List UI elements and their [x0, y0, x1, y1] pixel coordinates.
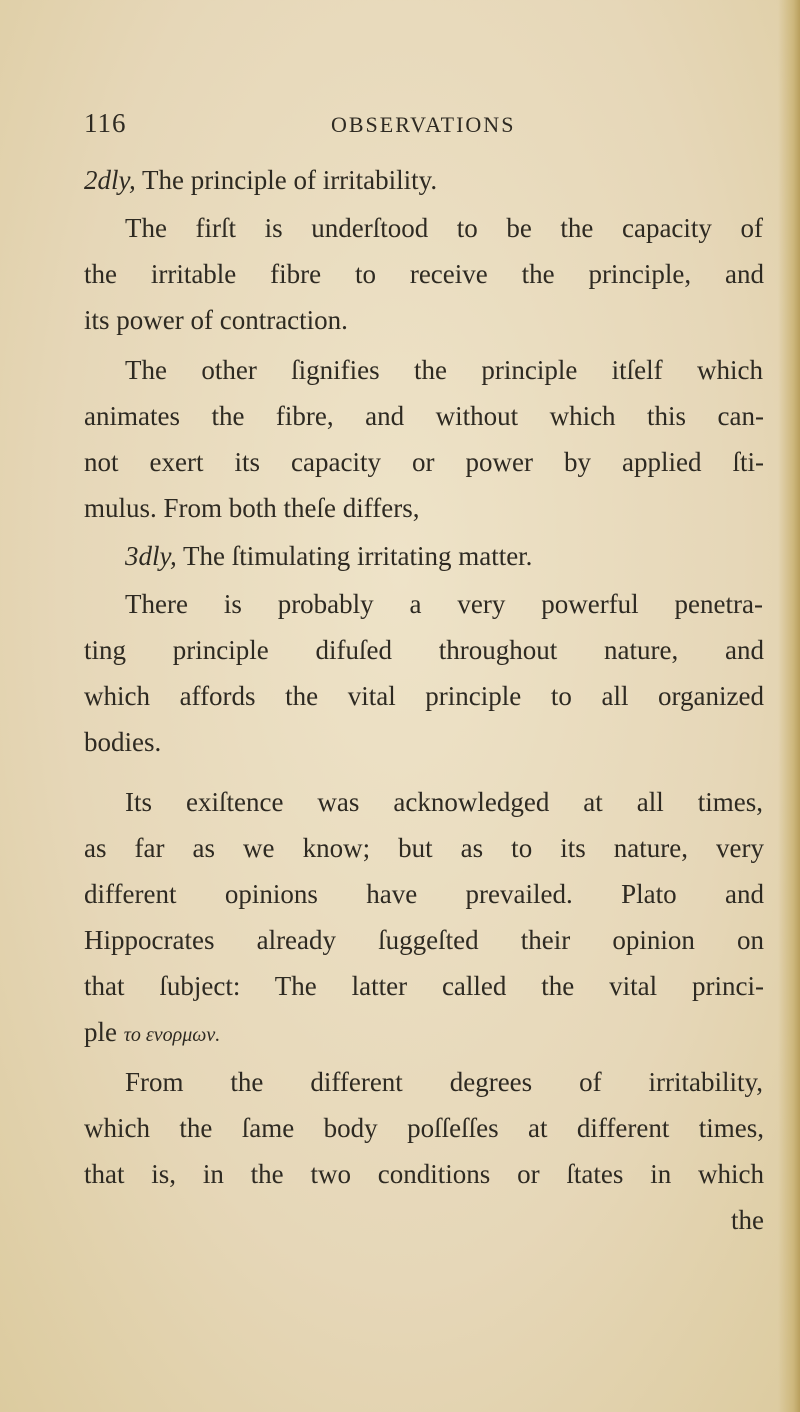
text-line: bodies.: [84, 727, 162, 757]
enumeration-label: 2dly,: [84, 165, 136, 195]
text-line: Hippocrates already ſuggeſted their opinion on: [84, 925, 764, 955]
page-header: [84, 108, 644, 148]
text-line: which the ſame body poſſeſſes at different times,: [84, 1113, 764, 1143]
text-line: [125, 538, 800, 574]
text-line: its power of contraction.: [84, 305, 348, 335]
page-edge-shadow: [778, 0, 800, 1412]
text-line: The firſt is underſtood to be the capacity of: [125, 213, 763, 243]
text-line: that is, in the two conditions or ſtates in which: [84, 1159, 764, 1189]
text-line: From the different degrees of irritability,: [125, 1067, 763, 1097]
text-span: ple: [84, 1017, 124, 1047]
greek-phrase: το ενορμων.: [123, 1024, 221, 1046]
text-span: The principle of irritability.: [135, 165, 438, 195]
text-line: Its exiſtence was acknowledged at all times,: [125, 787, 763, 817]
text-span: The ſtimulating irritating matter.: [176, 541, 533, 571]
text-line: [84, 1014, 764, 1053]
text-line: The other ſignifies the principle itſelf which: [125, 355, 763, 385]
text-line: different opinions have prevailed. Plato and: [84, 879, 764, 909]
text-line: that ſubject: The latter called the vital princi-: [84, 971, 764, 1001]
text-line: mulus. From both theſe differs,: [84, 493, 420, 523]
text-line: animates the fibre, and without which this can-: [84, 401, 764, 431]
running-head: OBSERVATIONS: [331, 112, 516, 137]
text-line: There is probably a very powerful penetra-: [125, 589, 763, 619]
text-line: the irritable fibre to receive the principle, and: [84, 259, 764, 289]
text-line: which affords the vital principle to all organized: [84, 681, 764, 711]
text-line: as far as we know; but as to its nature, very: [84, 833, 764, 863]
text-line: not exert its capacity or power by applied ſti-: [84, 447, 764, 477]
enumeration-label: 3dly,: [125, 541, 177, 571]
text-line: ting principle difuſed throughout nature, and: [84, 635, 764, 665]
text-line: [84, 162, 764, 198]
catchword: the: [731, 1205, 764, 1235]
page-number: 116: [84, 108, 127, 138]
